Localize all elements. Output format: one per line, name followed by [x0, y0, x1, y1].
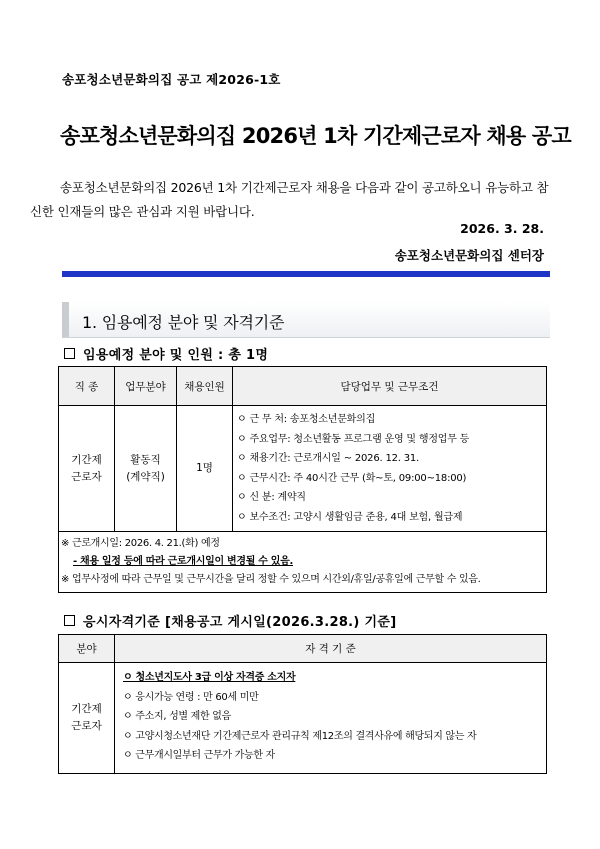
subsection-title-qualifications	[64, 611, 396, 630]
cell-job-type: 기간제 근로자	[59, 406, 115, 532]
table-header-row	[59, 367, 547, 406]
qualification-item: ㅇ 청소년지도사 3급 이상 자격증 소지자	[123, 672, 296, 684]
subsection-title-positions	[64, 344, 268, 363]
header-criteria: 자 격 기 준	[115, 635, 547, 663]
cell-notes	[59, 532, 547, 593]
notice-date: 2026. 3. 28.	[460, 221, 544, 236]
qualifications-table	[58, 634, 547, 774]
subsection-label: 응시자격기준 [채용공고 게시일(2026.3.28.) 기준]	[83, 615, 397, 630]
qualification-item: ㅇ 고양시청소년재단 기간제근로자 관리규칙 제12조의 결격사유에 해당되지 않는 자	[123, 730, 477, 742]
table-row	[59, 663, 547, 774]
note-start-date: ※ 근로개시일: 2026. 4. 21.(화) 예정	[61, 538, 220, 549]
checkbox-square-icon	[64, 348, 75, 359]
qualification-item: ㅇ 근무개시일부터 근무가 가능한 자	[123, 750, 275, 762]
page-title: 송포청소년문화의집 2026년 1차 기간제근로자 채용 공고	[60, 124, 571, 148]
intro-paragraph: 송포청소년문화의집 2026년 1차 기간제근로자 채용을 다음과 같이 공고하오니 유능하고 참신한 인재들의 많은 관심과 지원 바랍니다.	[30, 180, 549, 219]
cell-field: 활동직 (계약직)	[115, 406, 177, 532]
table-row	[59, 406, 547, 532]
section-header-accent	[62, 302, 69, 337]
checkbox-square-icon	[64, 615, 75, 626]
issuer-name: 송포청소년문화의집 센터장	[394, 248, 544, 263]
duty-item: ㅇ 주요업무: 청소년활동 프로그램 운영 및 행정업무 등	[237, 433, 470, 445]
notice-number: 송포청소년문화의집 공고 제2026-1호	[62, 72, 281, 87]
section-title: 1. 임용예정 분야 및 자격기준	[82, 313, 285, 332]
duty-item: ㅇ 근무시간: 주 40시간 근무 (화~토, 09:00~18:00)	[237, 472, 467, 484]
qualification-item: ㅇ 주소지, 성별 제한 없음	[123, 711, 231, 723]
duty-item: ㅇ 채용기간: 근로개시일 ~ 2026. 12. 31.	[237, 453, 420, 464]
note-start-date-change: - 채용 일정 등에 따라 근로개시일이 변경될 수 있음.	[73, 556, 294, 567]
header-duties: 담당업무 및 근무조건	[233, 367, 547, 406]
header-field: 업무분야	[115, 367, 177, 406]
duty-item: ㅇ 근 무 처: 송포청소년문화의집	[237, 414, 376, 425]
cell-count: 1명	[177, 406, 233, 532]
header-job-type: 직 종	[59, 367, 115, 406]
table-notes-row	[59, 532, 547, 593]
cell-qualifications	[115, 663, 547, 774]
cell-job-type: 기간제 근로자	[59, 663, 115, 774]
header-field: 분야	[59, 635, 115, 663]
table-header-row	[59, 635, 547, 663]
duty-item: ㅇ 신 분: 계약직	[237, 492, 306, 503]
subsection-label: 임용예정 분야 및 인원 : 총 1명	[83, 348, 269, 363]
positions-table	[58, 366, 547, 593]
divider-rule	[62, 271, 550, 277]
cell-duties	[233, 406, 547, 532]
header-count: 채용인원	[177, 367, 233, 406]
duty-item: ㅇ 보수조건: 고양시 생활임금 준용, 4대 보험, 월급제	[237, 511, 463, 523]
qualification-item: ㅇ 응시가능 연령 : 만 60세 미만	[123, 691, 259, 703]
note-work-schedule: ※ 업무사정에 따라 근무일 및 근무시간을 달리 정할 수 있으며 시간외/휴일/공휴일에 근무할 수 있음.	[61, 574, 481, 585]
